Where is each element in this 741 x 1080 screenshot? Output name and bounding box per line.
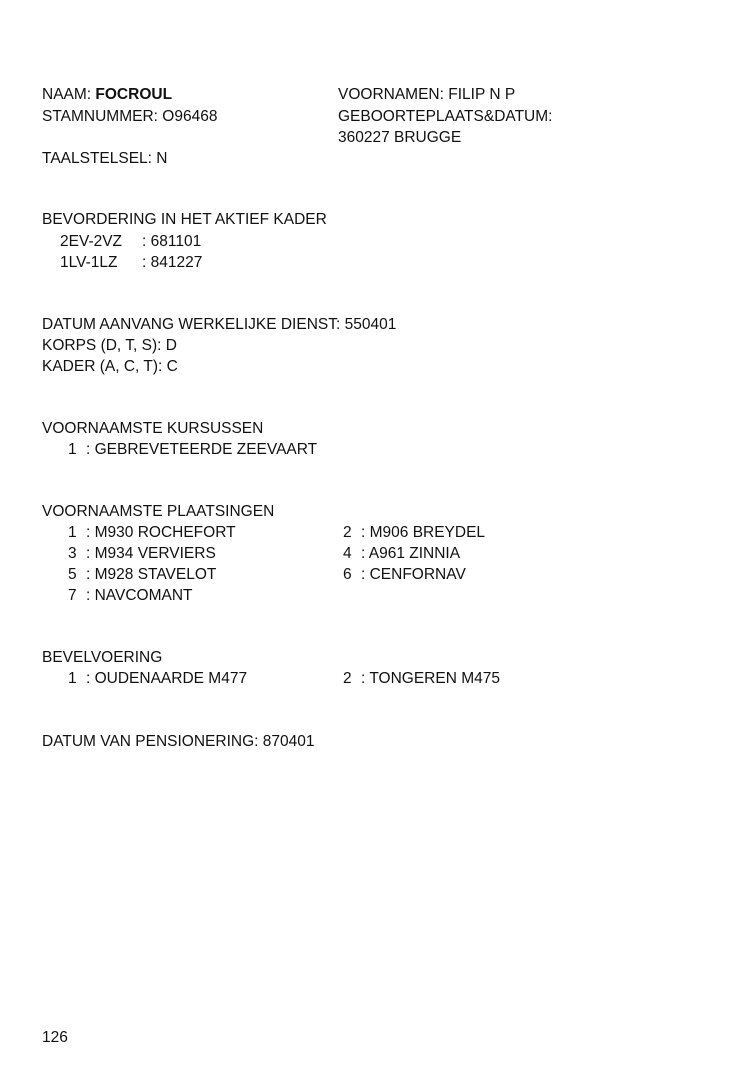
- plaatsing-item: [68, 585, 193, 606]
- kursus-item: [68, 439, 317, 460]
- plaatsing-num: 1: [68, 524, 77, 541]
- plaatsing-text: : CENFORNAV: [361, 566, 466, 583]
- bevelvoering-num: 1: [68, 670, 77, 687]
- voornamen-value: FILIP N P: [448, 86, 516, 103]
- voornamen-row: [338, 84, 515, 105]
- bevelvoering-heading: BEVELVOERING: [42, 649, 163, 666]
- bevordering-item: [60, 231, 201, 252]
- plaatsing-text: : M906 BREYDEL: [361, 524, 486, 541]
- kader: KADER (A, C, T): C: [42, 358, 178, 375]
- datum-aanvang: DATUM AANVANG WERKELIJKE DIENST: 550401: [42, 316, 397, 333]
- plaatsing-num: 5: [68, 566, 77, 583]
- bevelvoering-num: 2: [343, 670, 352, 687]
- bevelvoering-text: : OUDENAARDE M477: [86, 670, 248, 687]
- plaatsing-item: [68, 543, 216, 564]
- stamnummer-value: O96468: [162, 108, 218, 125]
- bevordering-item: [60, 252, 202, 273]
- bevelvoering-item: [68, 668, 247, 689]
- taalstelsel-label: TAALSTELSEL:: [42, 150, 152, 167]
- bevordering-date: : 681101: [142, 233, 202, 250]
- bevordering-rank: 1LV-1LZ: [60, 254, 118, 271]
- datum-pensionering: DATUM VAN PENSIONERING: 870401: [42, 733, 315, 750]
- plaatsingen-heading: VOORNAAMSTE PLAATSINGEN: [42, 503, 275, 520]
- stamnummer-label: STAMNUMMER:: [42, 108, 158, 125]
- geboorte-value: 360227 BRUGGE: [338, 129, 462, 146]
- plaatsing-text: : M930 ROCHEFORT: [86, 524, 236, 541]
- page-number: 126: [42, 1029, 68, 1046]
- bevordering-rank: 2EV-2VZ: [60, 233, 123, 250]
- taalstelsel-value: N: [156, 150, 168, 167]
- plaatsing-num: 4: [343, 545, 352, 562]
- plaatsing-text: : NAVCOMANT: [86, 587, 193, 604]
- plaatsing-item: [343, 543, 460, 564]
- naam-label: NAAM:: [42, 86, 92, 103]
- kursus-text: : GEBREVETEERDE ZEEVAART: [86, 441, 318, 458]
- plaatsing-text: : M928 STAVELOT: [86, 566, 217, 583]
- kursus-num: 1: [68, 441, 77, 458]
- naam-value: FOCROUL: [95, 86, 173, 103]
- plaatsing-item: [68, 522, 236, 543]
- korps: KORPS (D, T, S): D: [42, 337, 177, 354]
- voornamen-label: VOORNAMEN:: [338, 86, 444, 103]
- bevelvoering-text: : TONGEREN M475: [361, 670, 500, 687]
- plaatsing-num: 2: [343, 524, 352, 541]
- geboorte-label: GEBOORTEPLAATS&DATUM:: [338, 108, 553, 125]
- bevordering-date: : 841227: [142, 254, 203, 271]
- plaatsing-num: 7: [68, 587, 77, 604]
- bevordering-heading: BEVORDERING IN HET AKTIEF KADER: [42, 211, 327, 228]
- plaatsing-item: [343, 564, 466, 585]
- plaatsing-num: 3: [68, 545, 77, 562]
- plaatsing-text: : A961 ZINNIA: [361, 545, 461, 562]
- taalstelsel-row: [42, 148, 702, 169]
- plaatsing-text: : M934 VERVIERS: [86, 545, 216, 562]
- plaatsing-num: 6: [343, 566, 352, 583]
- plaatsing-item: [68, 564, 216, 585]
- plaatsing-item: [343, 522, 485, 543]
- kursussen-heading: VOORNAAMSTE KURSUSSEN: [42, 420, 264, 437]
- bevelvoering-item: [343, 668, 500, 689]
